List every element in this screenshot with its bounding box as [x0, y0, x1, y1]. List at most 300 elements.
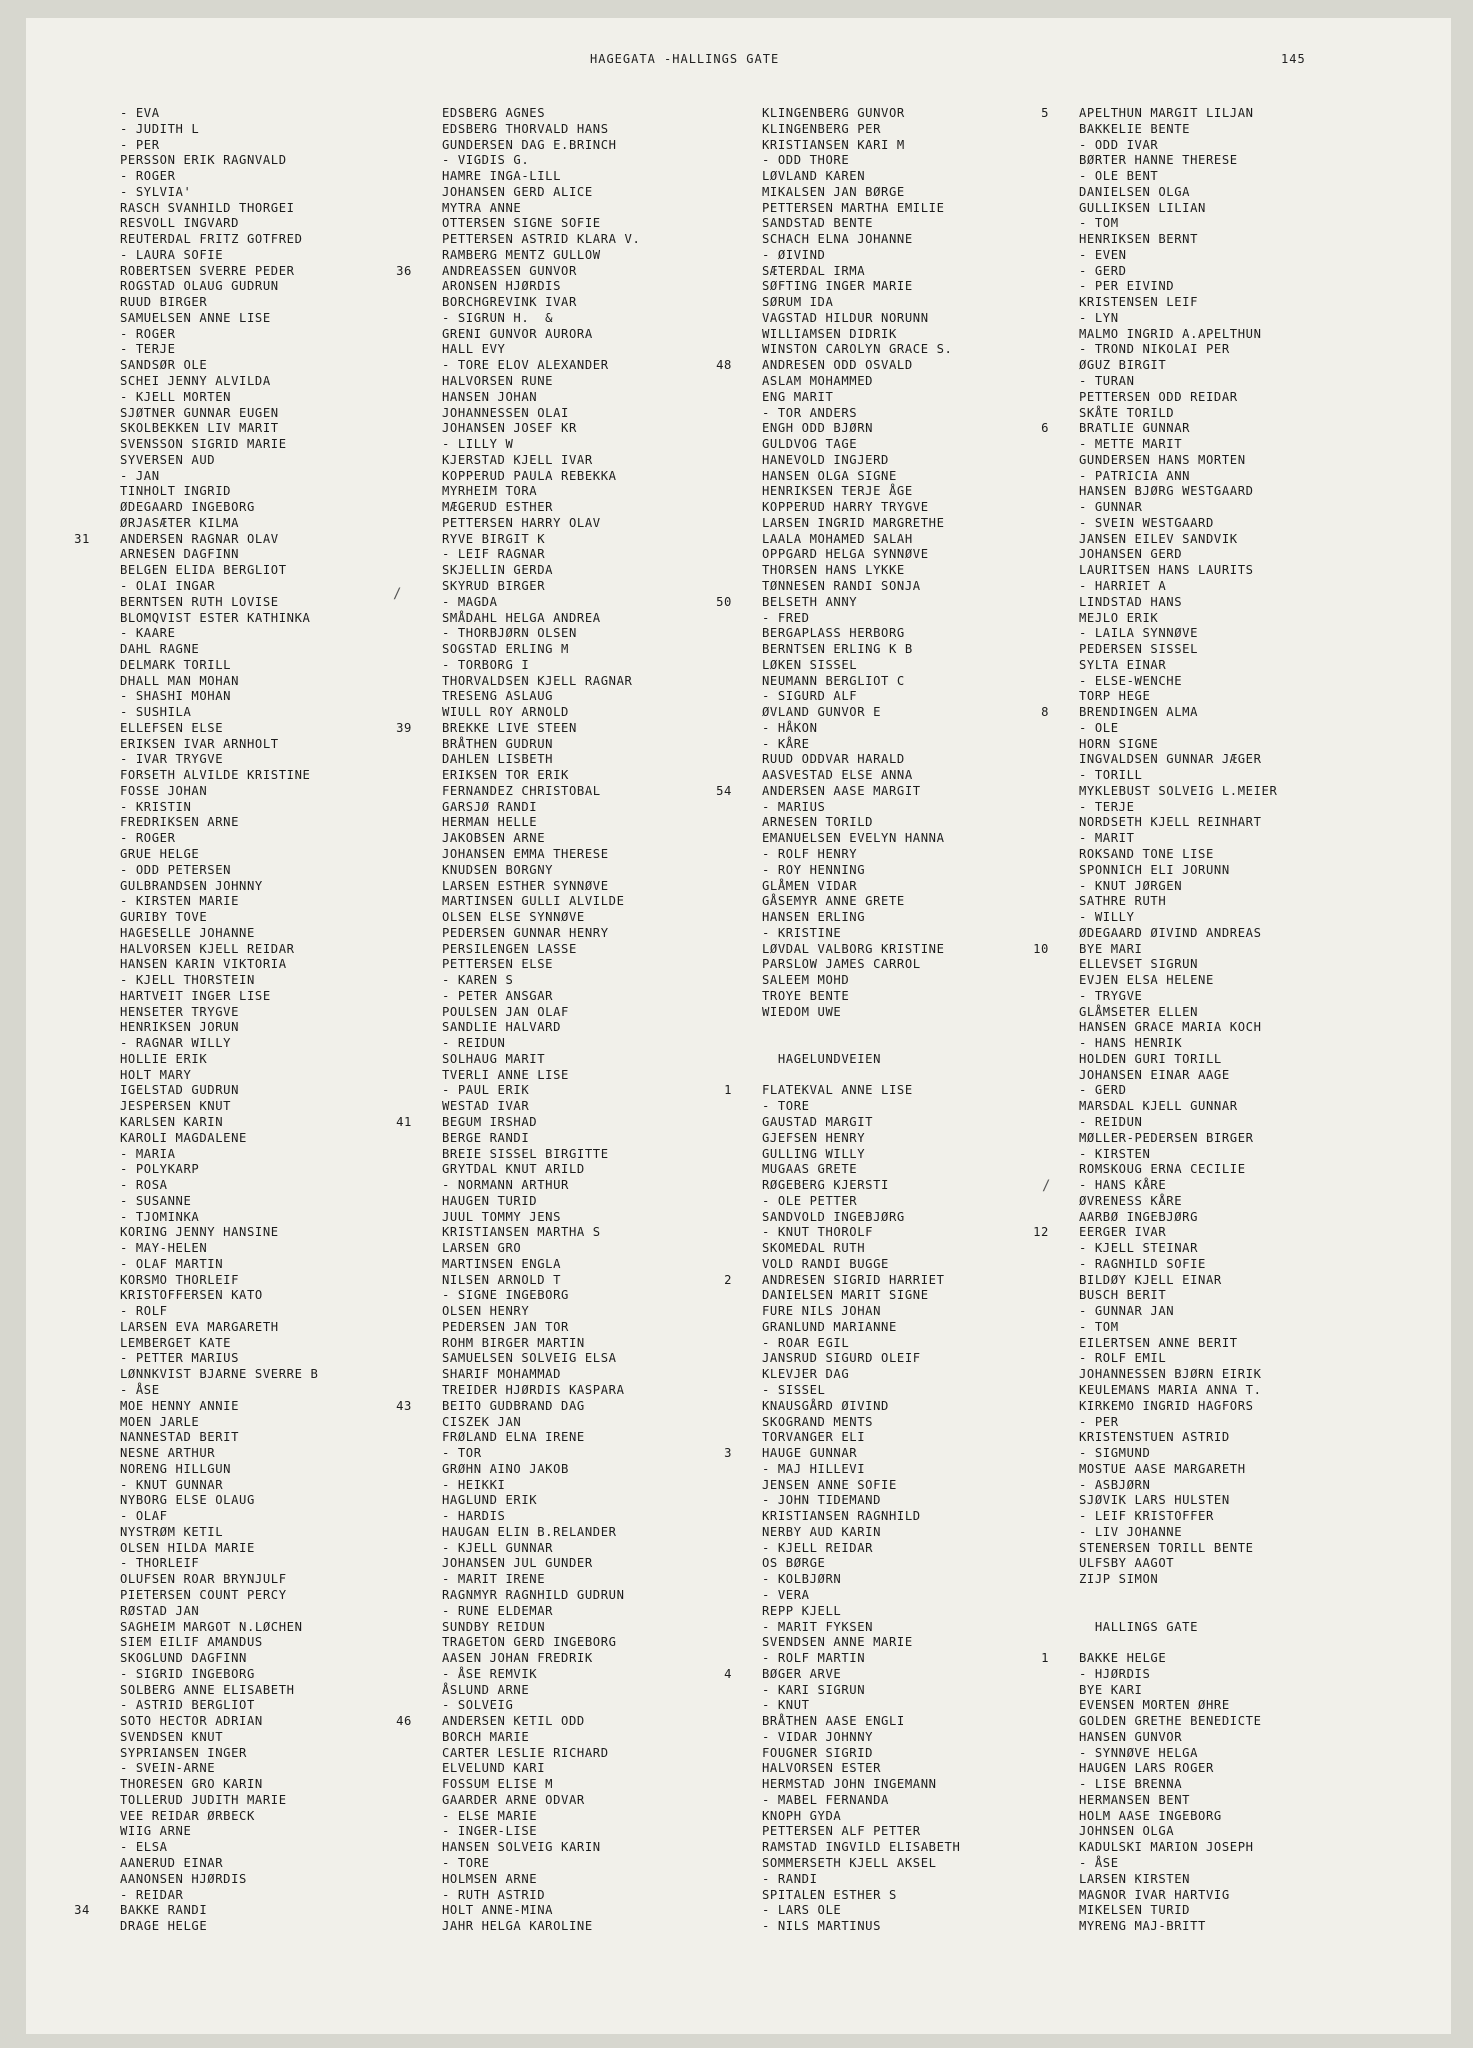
resident-name: HANSEN GUNVOR [1079, 1729, 1183, 1744]
resident-name: PETTERSEN MARTHA EMILIE [762, 200, 945, 215]
resident-name: - MARIA [120, 1146, 176, 1161]
resident-name: - SIGRID INGEBORG [120, 1666, 255, 1681]
directory-entry [1079, 1115, 1277, 1131]
resident-name: RESVOLL INGVARD [120, 216, 240, 231]
resident-name: - KARI SIGRUN [762, 1682, 866, 1697]
resident-name: JENSEN ANNE SOFIE [762, 1477, 897, 1492]
directory-entry [120, 1478, 318, 1494]
resident-name: ØRJASÆTER KILMA [120, 515, 240, 530]
directory-entry [1079, 1698, 1277, 1714]
resident-name: SUNDBY REIDUN [442, 1619, 546, 1634]
directory-entry [762, 453, 960, 469]
resident-name: - JUDITH L [120, 121, 200, 136]
directory-entry [120, 1824, 318, 1840]
resident-name: - MARIUS [762, 799, 826, 814]
resident-name: RUUD ODDVAR HARALD [762, 752, 905, 767]
resident-name: - MARIT [1079, 831, 1135, 846]
directory-entry [762, 1241, 960, 1257]
directory-entry [442, 1083, 640, 1099]
resident-name: KRISTOFFERSEN KATO [120, 1288, 263, 1303]
resident-name: - TORBORG I [442, 657, 530, 672]
directory-entry [120, 1872, 318, 1888]
resident-name: HANSEN KARIN VIKTORIA [120, 957, 287, 972]
directory-entry [762, 1525, 960, 1541]
house-number: 6 [1041, 421, 1049, 436]
resident-name: - SIGURD ALF [762, 689, 858, 704]
resident-name: - ROLF MARTIN [762, 1651, 866, 1666]
resident-name: HERMAN HELLE [442, 815, 538, 830]
directory-entry [120, 421, 318, 437]
directory-entry [762, 1604, 960, 1620]
resident-name: SØRUM IDA [762, 295, 834, 310]
resident-name: JANSEN EILEV SANDVIK [1079, 531, 1238, 546]
resident-name: SAMUELSEN SOLVEIG ELSA [442, 1351, 617, 1366]
resident-name: LAURITSEN HANS LAURITS [1079, 563, 1254, 578]
directory-entry [1079, 1903, 1277, 1919]
resident-name: - VIGDIS G. [442, 153, 530, 168]
resident-name: - KJELL STEINAR [1079, 1241, 1199, 1256]
directory-entry [442, 1446, 640, 1462]
resident-name: BEGUM IRSHAD [442, 1115, 538, 1129]
directory-entry [442, 1525, 640, 1541]
resident-name: GLÅMEN VIDAR [762, 878, 858, 893]
directory-entry [120, 1052, 318, 1068]
directory-entry [442, 1620, 640, 1636]
resident-name: HANSEN BJØRG WESTGAARD [1079, 484, 1254, 499]
directory-entry [120, 1273, 318, 1289]
directory-entry [1079, 264, 1277, 280]
resident-name: MUGAAS GRETE [762, 1162, 858, 1177]
directory-entry [442, 122, 640, 138]
directory-entry [120, 1194, 318, 1210]
directory-entry [762, 1115, 960, 1131]
directory-entry [442, 847, 640, 863]
resident-name: - SVEIN-ARNE [120, 1761, 216, 1776]
house-number: 36 [396, 263, 412, 278]
directory-entry [442, 106, 640, 122]
directory-entry [724, 1083, 960, 1099]
resident-name: ÅSLUND ARNE [442, 1682, 530, 1697]
directory-entry [1079, 406, 1277, 422]
resident-name: KRISTIANSEN RAGNHILD [762, 1509, 921, 1524]
resident-name: KORING JENNY HANSINE [120, 1225, 279, 1240]
directory-entry [120, 1714, 318, 1730]
resident-name: BORCH MARIE [442, 1729, 530, 1744]
directory-entry [442, 1872, 640, 1888]
directory-entry [1079, 532, 1277, 548]
resident-name: SYLTA EINAR [1079, 657, 1167, 672]
resident-name: - LISE BRENNA [1079, 1777, 1183, 1792]
resident-name: - ÅSE [1079, 1855, 1119, 1870]
directory-entry [762, 295, 960, 311]
directory-entry [1079, 1478, 1277, 1494]
resident-name: HENSETER TRYGVE [120, 1004, 240, 1019]
directory-entry [442, 232, 640, 248]
directory-entry [762, 1872, 960, 1888]
house-number: 34 [74, 1903, 90, 1918]
directory-entry [442, 437, 640, 453]
directory-entry [762, 800, 960, 816]
directory-entry [120, 1147, 318, 1163]
resident-name: LØVDAL VALBORG KRISTINE [762, 941, 945, 956]
directory-entry [442, 453, 640, 469]
resident-name: FORSETH ALVILDE KRISTINE [120, 768, 311, 783]
resident-name: SKOGLUND DAGFINN [120, 1651, 247, 1666]
resident-name: ZIJP SIMON [1079, 1572, 1159, 1587]
resident-name: MALMO INGRID A.APELTHUN [1079, 326, 1262, 341]
directory-entry [120, 1320, 318, 1336]
directory-entry [1079, 1399, 1277, 1415]
resident-name: - KNUT [762, 1698, 810, 1713]
directory-entry [1079, 1919, 1277, 1935]
directory-entry [1079, 674, 1277, 690]
resident-name: THORESEN GRO KARIN [120, 1777, 263, 1792]
directory-entry [442, 611, 640, 627]
directory-entry [1079, 311, 1277, 327]
resident-name: KLINGENBERG GUNVOR [762, 106, 905, 120]
resident-name: SAGHEIM MARGOT N.LØCHEN [120, 1619, 303, 1634]
resident-name: FOSSE JOHAN [120, 783, 208, 798]
resident-name: LAALA MOHAMED SALAH [762, 531, 913, 546]
resident-name: FRØLAND ELNA IRENE [442, 1430, 585, 1445]
directory-entry [442, 595, 640, 611]
directory-entry [762, 1131, 960, 1147]
directory-entry [442, 1840, 640, 1856]
directory-entry [762, 1683, 960, 1699]
resident-name: - RUTH ASTRID [442, 1887, 546, 1902]
directory-entry [120, 768, 318, 784]
resident-name: - NORMANN ARTHUR [442, 1178, 569, 1193]
directory-entry [442, 406, 640, 422]
resident-name: SCHACH ELNA JOHANNE [762, 232, 913, 247]
resident-name: GRYTDAL KNUT ARILD [442, 1162, 585, 1177]
resident-name: - OLE BENT [1079, 169, 1159, 184]
directory-entry [74, 1903, 318, 1919]
directory-entry [1079, 1509, 1277, 1525]
directory-entry [762, 1493, 960, 1509]
resident-name: - HARDIS [442, 1509, 506, 1524]
directory-entry [442, 1509, 640, 1525]
resident-name: BERGE RANDI [442, 1130, 530, 1145]
resident-name: ELVELUND KARI [442, 1761, 546, 1776]
house-number: 12 [1033, 1225, 1049, 1240]
directory-entry [120, 1162, 318, 1178]
directory-entry [1079, 989, 1277, 1005]
resident-name: - RANDI [762, 1871, 818, 1886]
resident-name: - PER EIVIND [1079, 279, 1175, 294]
resident-name: TORP HEGE [1079, 689, 1151, 704]
directory-entry [1079, 1525, 1277, 1541]
resident-name: - TORE ELOV ALEXANDER [442, 358, 609, 373]
directory-entry [120, 1588, 318, 1604]
resident-name: DHALL MAN MOHAN [120, 673, 240, 688]
resident-name: PETTERSEN HARRY OLAV [442, 515, 601, 530]
resident-name: SVENDSEN ANNE MARIE [762, 1635, 913, 1650]
resident-name: SKYRUD BIRGER [442, 578, 546, 593]
directory-entry [1079, 1840, 1277, 1856]
directory-entry [1079, 248, 1277, 264]
directory-entry [120, 153, 318, 169]
directory-entry [1079, 342, 1277, 358]
resident-name: HANSEN SOLVEIG KARIN [442, 1840, 601, 1855]
directory-entry [120, 705, 318, 721]
directory-entry [1079, 1714, 1277, 1730]
resident-name: SANDSTAD BENTE [762, 216, 874, 231]
directory-entry [442, 138, 640, 154]
house-number: 39 [396, 720, 412, 735]
resident-name: - LIV JOHANNE [1079, 1524, 1183, 1539]
house-number: 5 [1041, 106, 1049, 120]
directory-entry [1079, 185, 1277, 201]
directory-entry [762, 1052, 960, 1068]
directory-entry [1079, 1241, 1277, 1257]
resident-name: - TRYGVE [1079, 988, 1143, 1003]
resident-name: KNAUSGÅRD ØIVIND [762, 1398, 889, 1413]
resident-name: LARSEN GRO [442, 1241, 522, 1256]
resident-name: - TROND NIKOLAI PER [1079, 342, 1230, 357]
resident-name: BILDØY KJELL EINAR [1079, 1272, 1222, 1287]
resident-name: BAKKELIE BENTE [1079, 121, 1191, 136]
resident-name: ARNESEN TORILD [762, 815, 874, 830]
directory-entry [1079, 1604, 1277, 1620]
resident-name: HAGELUNDVEIEN [762, 1051, 882, 1066]
resident-name: - GUNNAR JAN [1079, 1304, 1175, 1319]
resident-name: - RAGNAR WILLY [120, 1036, 232, 1051]
resident-name: - HEIKKI [442, 1477, 506, 1492]
directory-entry [1079, 768, 1277, 784]
directory-entry [762, 1588, 960, 1604]
resident-name: GRUE HELGE [120, 846, 200, 861]
resident-name: THORVALDSEN KJELL RAGNAR [442, 673, 633, 688]
directory-entry [120, 484, 318, 500]
directory-entry [1079, 1888, 1277, 1904]
resident-name: HAUGAN ELIN B.RELANDER [442, 1524, 617, 1539]
directory-entry [762, 216, 960, 232]
directory-entry [442, 516, 640, 532]
directory-entry [1079, 327, 1277, 343]
directory-entry [120, 1888, 318, 1904]
directory-entry [762, 153, 960, 169]
resident-name: NORENG HILLGUN [120, 1461, 232, 1476]
resident-name: - MABEL FERNANDA [762, 1792, 889, 1807]
resident-name: - PER [120, 137, 160, 152]
resident-name: - SYNNØVE HELGA [1079, 1745, 1199, 1760]
directory-entry [1079, 484, 1277, 500]
resident-name: - TOR [442, 1446, 482, 1461]
directory-entry [120, 232, 318, 248]
resident-name: RØGEBERG KJERSTI [762, 1178, 889, 1193]
directory-entry [1079, 595, 1277, 611]
resident-name: JESPERSEN KNUT [120, 1099, 232, 1114]
resident-name: AANERUD EINAR [120, 1855, 224, 1870]
directory-entry [120, 563, 318, 579]
directory-entry [762, 390, 960, 406]
directory-entry [762, 279, 960, 295]
directory-entry [762, 1793, 960, 1809]
resident-name: - LILLY W [442, 437, 514, 452]
directory-entry [442, 674, 640, 690]
directory-entry [442, 1761, 640, 1777]
directory-entry [120, 926, 318, 942]
directory-entry [1079, 1162, 1277, 1178]
resident-name: SPITALEN ESTHER S [762, 1887, 897, 1902]
resident-name: TROYE BENTE [762, 988, 850, 1003]
resident-name: - ODD PETERSEN [120, 862, 232, 877]
resident-name: KNOPH GYDA [762, 1808, 842, 1823]
directory-column-4 [1033, 106, 1278, 1935]
resident-name: JOHANSEN EINAR AAGE [1079, 1067, 1230, 1082]
directory-entry [442, 248, 640, 264]
directory-entry [442, 1746, 640, 1762]
resident-name: BELSETH ANNY [762, 594, 858, 609]
resident-name: GUNDERSEN HANS MORTEN [1079, 452, 1246, 467]
resident-name: - ROGER [120, 831, 176, 846]
directory-entry [762, 1478, 960, 1494]
resident-name: HAUGEN TURID [442, 1193, 538, 1208]
directory-entry [1079, 1856, 1277, 1872]
resident-name: ØGUZ BIRGIT [1079, 358, 1167, 373]
directory-entry [716, 358, 960, 374]
resident-name: - MAGDA [442, 594, 498, 609]
directory-entry [442, 1288, 640, 1304]
directory-entry [1079, 847, 1277, 863]
resident-name: - OLAI INGAR [120, 578, 216, 593]
directory-entry [442, 1667, 640, 1683]
directory-entry [1079, 437, 1277, 453]
directory-entry [762, 1462, 960, 1478]
directory-entry [762, 1005, 960, 1021]
resident-name: KRISTENSTUEN ASTRID [1079, 1430, 1230, 1445]
directory-entry [762, 1194, 960, 1210]
resident-name: OLSEN HILDA MARIE [120, 1540, 255, 1555]
directory-entry [1079, 201, 1277, 217]
directory-entry [442, 1604, 640, 1620]
resident-name: - SISSEL [762, 1383, 826, 1398]
directory-entry [120, 406, 318, 422]
resident-name: ROHM BIRGER MARTIN [442, 1335, 585, 1350]
house-number: 1 [1041, 1651, 1049, 1666]
directory-entry [1079, 1052, 1277, 1068]
resident-name: SOTO HECTOR ADRIAN [120, 1714, 263, 1729]
resident-name: - ODD IVAR [1079, 137, 1159, 152]
resident-name: DAHL RAGNE [120, 642, 200, 657]
resident-name: HANSEN GRACE MARIA KOCH [1079, 1020, 1262, 1035]
directory-entry [120, 437, 318, 453]
resident-name: PEDERSEN JAN TOR [442, 1319, 569, 1334]
directory-entry [442, 989, 640, 1005]
directory-entry [762, 1698, 960, 1714]
resident-name: - HARRIET A [1079, 578, 1167, 593]
directory-entry [120, 1083, 318, 1099]
directory-entry [120, 1020, 318, 1036]
directory-entry [1079, 1147, 1277, 1163]
resident-name: MOSTUE AASE MARGARETH [1079, 1461, 1246, 1476]
resident-name: KRISTIANSEN MARTHA S [442, 1225, 601, 1240]
directory-entry [442, 1383, 640, 1399]
directory-entry [1079, 926, 1277, 942]
house-number: 4 [724, 1666, 732, 1681]
resident-name: SANDLIE HALVARD [442, 1020, 562, 1035]
resident-name: SYVERSEN AUD [120, 452, 216, 467]
directory-entry [1079, 1336, 1277, 1352]
directory-entry [1079, 1493, 1277, 1509]
resident-name: - KOLBJØRN [762, 1572, 842, 1587]
resident-name: - TORE [762, 1099, 810, 1114]
directory-entry [442, 1052, 640, 1068]
directory-entry [1079, 1793, 1277, 1809]
directory-entry [762, 1746, 960, 1762]
directory-entry [1041, 1651, 1277, 1667]
resident-name: HALVORSEN KJELL REIDAR [120, 941, 295, 956]
directory-entry [762, 831, 960, 847]
directory-entry [724, 1272, 960, 1289]
directory-entry [120, 721, 318, 737]
resident-name: - KAARE [120, 626, 176, 641]
resident-name: GRANLUND MARIANNE [762, 1319, 897, 1334]
resident-name: RASCH SVANHILD THORGEI [120, 200, 295, 215]
directory-entry [120, 831, 318, 847]
directory-entry [1079, 957, 1277, 973]
directory-entry [762, 863, 960, 879]
directory-entry [120, 674, 318, 690]
resident-name: - LEIF KRISTOFFER [1079, 1509, 1214, 1524]
resident-name: - LYN [1079, 310, 1119, 325]
directory-entry [1041, 421, 1277, 437]
resident-name: TORVANGER ELI [762, 1430, 866, 1445]
directory-entry [762, 1210, 960, 1226]
resident-name: - ROLF HENRY [762, 846, 858, 861]
resident-name: EERGER IVAR [1079, 1225, 1167, 1240]
resident-name: SHARIF MOHAMMAD [442, 1367, 562, 1382]
resident-name: - KJELL MORTEN [120, 389, 232, 404]
house-number: 3 [724, 1446, 732, 1461]
directory-entry [1079, 1462, 1277, 1478]
directory-entry [1079, 1005, 1277, 1021]
resident-name: - WILLY [1079, 910, 1135, 925]
directory-entry [1079, 1068, 1277, 1084]
resident-name: ØVRENESS KÅRE [1079, 1193, 1183, 1208]
directory-entry [120, 815, 318, 831]
resident-name: - ROY HENNING [762, 862, 866, 877]
resident-name: - REIDAR [120, 1887, 184, 1902]
resident-name: - GERD [1079, 263, 1127, 278]
resident-name: PIETERSEN COUNT PERCY [120, 1587, 287, 1602]
resident-name: VOLD RANDI BUGGE [762, 1256, 889, 1271]
resident-name: NILSEN ARNOLD T [442, 1272, 562, 1287]
directory-entry [120, 626, 318, 642]
resident-name: BAKKE RANDI [120, 1903, 208, 1918]
resident-name: DANIELSEN OLGA [1079, 184, 1191, 199]
directory-entry [762, 437, 960, 453]
directory-entry [1079, 642, 1277, 658]
directory-entry [442, 1777, 640, 1793]
directory-column-1 [74, 106, 319, 1935]
resident-name: LØNNKVIST BJARNE SVERRE B [120, 1367, 319, 1382]
resident-name: GULDVOG TAGE [762, 437, 858, 452]
directory-entry [762, 737, 960, 753]
directory-entry [442, 1257, 640, 1273]
resident-name: SKOLBEKKEN LIV MARIT [120, 421, 279, 436]
resident-name: WIIG ARNE [120, 1824, 192, 1839]
directory-entry [120, 1730, 318, 1746]
resident-name: KRISTIANSEN KARI M [762, 137, 905, 152]
directory-entry [442, 626, 640, 642]
directory-entry [442, 1651, 640, 1667]
directory-entry [1079, 1036, 1277, 1052]
resident-name: BERNTSEN RUTH LOVISE [120, 594, 279, 609]
resident-name: NORDSETH KJELL REINHART [1079, 815, 1262, 830]
resident-name: - ELSA [120, 1840, 168, 1855]
